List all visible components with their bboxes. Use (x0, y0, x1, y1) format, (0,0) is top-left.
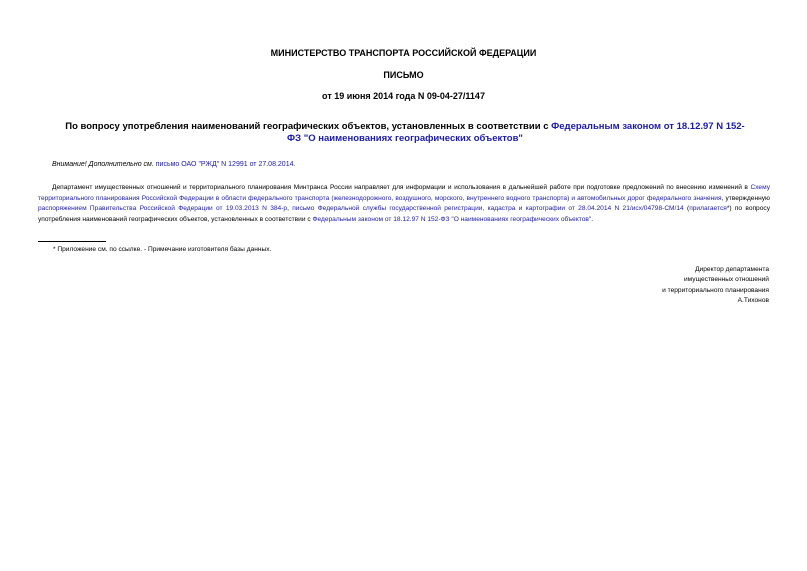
ministry-title: МИНИСТЕРСТВО ТРАНСПОРТА РОССИЙСКОЙ ФЕДЕРАЦИИ (270, 48, 537, 58)
footnote-divider (38, 241, 106, 242)
document-type: ПИСЬМО (383, 70, 424, 80)
signature-line-3: и территориального планирования (662, 286, 769, 294)
rosreestr-letter-link[interactable]: письмо Федеральной службы государственной регистрации, кадастра и картографии от 28.04.2014 N 21/исх/04798-СМ/14 (292, 205, 684, 213)
signature-line-1: Директор департамента (695, 266, 769, 273)
body-text-5: *) по вопросу употребления наименований географических объектов, установленных в соответствии с (38, 205, 770, 223)
attention-note (52, 160, 295, 170)
body-text-6: . (591, 215, 594, 223)
signature-name: А.Тихонов (737, 296, 769, 304)
heading-text: По вопросу употребления наименований географических объектов, установленных в соответствии с (65, 121, 552, 132)
government-order-link[interactable]: распоряжением Правительства Российской Федерации от 19.03.2013 N 384-р (38, 205, 288, 213)
heading-law-link[interactable]: Федеральным законом от 18.12.97 N 152-ФЗ "О наименованиях географических объектов" (287, 121, 745, 144)
note-text: Внимание! Дополнительно см. (52, 161, 156, 168)
body-text-1: Департамент имущественных отношений и территориального планирования Минтранса России направляет для информации и использования в дальнейшей работе при подготовке предложений по внесению изменений в (52, 184, 751, 191)
body-text-3: , (287, 205, 293, 213)
footnote: * Приложение см. по ссылке. - Примечание изготовителя базы данных. (53, 246, 272, 253)
signature-line-2: имущественных отношений (684, 276, 769, 284)
federal-law-link[interactable]: Федеральным законом от 18.12.97 N 152-ФЗ "О наименованиях географических объектов" (312, 215, 592, 223)
signature-block (549, 265, 769, 306)
note-letter-link[interactable]: письмо ОАО "РЖД" N 12991 от 27.08.2014 (155, 161, 294, 168)
body-text-4: ( (683, 205, 690, 213)
body-text-2: , утвержденную (721, 194, 770, 202)
document-heading (60, 121, 750, 145)
attachment-link[interactable]: прилагается (689, 205, 727, 213)
note-suffix: . (293, 161, 296, 168)
scheme-link[interactable]: Схему территориального планирования Российской Федерации в области федерального транспорта (железнодорожного, воздушного, морского, внутреннего водного транспорта) и автомобильных дорог федерального значения (38, 184, 770, 202)
body-paragraph (38, 183, 770, 225)
document-date-number: от 19 июня 2014 года N 09-04-27/1147 (322, 91, 485, 101)
